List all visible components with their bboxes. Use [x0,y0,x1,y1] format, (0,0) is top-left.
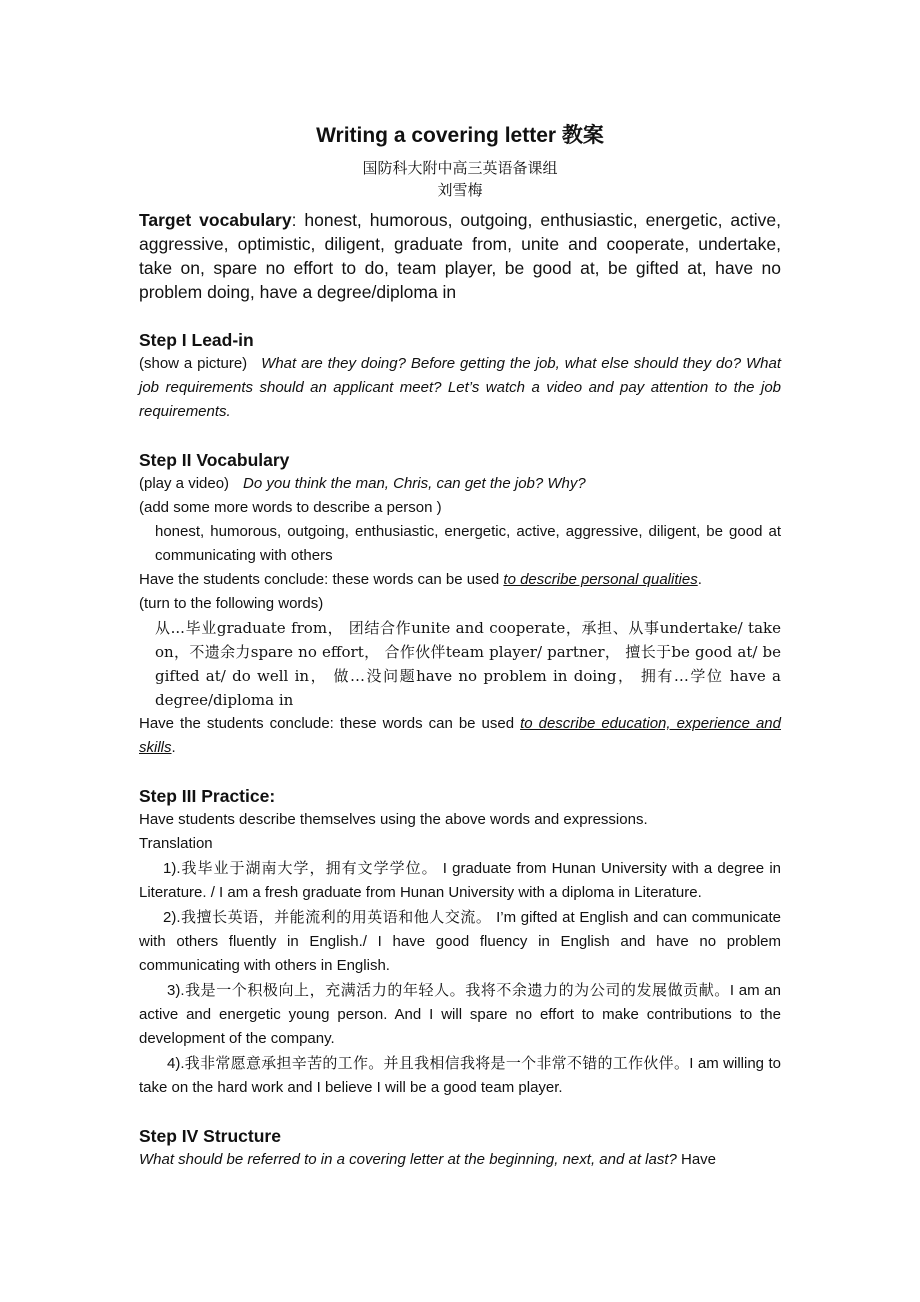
step-heading-lead-in: Step I Lead-in [139,330,254,350]
vocabulary-question: Do you think the man, Chris, can get the job? Why? [243,475,586,492]
conclude-education [139,712,781,760]
lead-in-prefix: (show a picture) [139,355,248,372]
target-vocabulary-label: Target vocabulary [139,210,292,230]
translation-item-english: I am willing to take on the hard work and I believe I will be a good team player. [139,1055,781,1096]
target-vocabulary-text: : honest, humorous, outgoing, enthusiastic, energetic, active, aggressive, optimistic, diligent, graduate from, unite and cooperate, undertake, take on, spare no effort to do, team player, be good at, be gifted at, have no problem doing, have a degree/diploma in [139,210,781,302]
turn-note: (turn to the following words) [139,595,324,612]
translation-item [139,905,781,978]
translation-item-number: 2). [163,909,181,926]
structure-tail: Have [676,1151,717,1168]
step-heading-structure: Step IV Structure [139,1126,281,1146]
translation-item-english: I graduate from Hunan University with a degree in Literature. / I am a fresh graduate from Hunan University with a diploma in Literature. [139,860,781,901]
translation-item-chinese: 我是一个积极向上，充满活力的年轻人。我将不余遗力的为公司的发展做贡献。 [184,981,730,999]
phrase-list: 从...毕业graduate from， 团结合作unite and cooperate，承担、从事undertake/ take on，不遗余力spare no effort， 合作伙伴team player/ partner， 擅长于be good at/ be gifted at/ do well in， 做…没问题have no problem in doing， 拥有…学位 have a degree/diploma in [155,619,781,709]
step-vocabulary [139,448,781,760]
translation-item-number: 3). [167,982,185,999]
translation-item-number: 4). [167,1055,185,1072]
step-heading-vocabulary: Step II Vocabulary [139,450,290,470]
author-name: 刘雪梅 [437,182,483,199]
target-vocabulary [139,208,781,304]
step-practice [139,784,781,1100]
conclude-education-underlined: to describe education, experience and skills [139,715,781,756]
structure-question: What should be referred to in a covering letter at the beginning, next, and at last? [139,1151,677,1168]
conclude-personal-prefix: Have the students conclude: these words can be used [139,571,504,588]
vocabulary-prefix: (play a video) [139,475,230,492]
conclude-education-suffix: . [171,739,176,756]
personal-qualities-list: honest, humorous, outgoing, enthusiastic, energetic, active, aggressive, diligent, be good at communicating with others [155,523,781,564]
conclude-education-prefix: Have the students conclude: these words can be used [139,715,521,732]
step-heading-practice: Step III Practice: [139,786,276,806]
translation-item [139,1051,781,1100]
translation-item-english: I am an active and energetic young person. And I will spare no effort to make contributions to the development of the company. [139,982,781,1047]
step-structure [139,1124,781,1172]
document-title: Writing a covering letter 教案 [316,124,604,147]
translation-item-chinese: 我非常愿意承担辛苦的工作。并且我相信我将是一个非常不错的工作伙伴。 [184,1054,690,1072]
practice-intro: Have students describe themselves using the above words and expressions. [139,811,648,828]
translation-item-chinese: 我擅长英语，并能流利的用英语和他人交流。 [180,908,492,926]
teaching-group: 国防科大附中高三英语备课组 [362,160,558,177]
translation-item [139,856,781,905]
add-words-note: (add some more words to describe a person ) [139,499,442,516]
translation-label: Translation [139,835,213,852]
conclude-personal-underlined: to describe personal qualities [503,571,698,588]
document-body [139,120,781,1172]
conclude-personal-suffix: . [697,571,702,588]
lead-in-question: What are they doing? Before getting the job, what else should they do? What job requirements should an applicant meet? Let’s watch a video and pay attention to the job requirements. [139,355,781,420]
translation-item-english: I’m gifted at English and can communicate with others fluently in English./ I have good fluency in English and have no problem communicating with others in English. [139,909,781,974]
translation-item-number: 1). [163,860,181,877]
translation-item-chinese: 我毕业于湖南大学，拥有文学学位。 [180,859,438,877]
step-lead-in [139,328,781,424]
translation-item [139,978,781,1051]
conclude-personal [139,568,781,592]
